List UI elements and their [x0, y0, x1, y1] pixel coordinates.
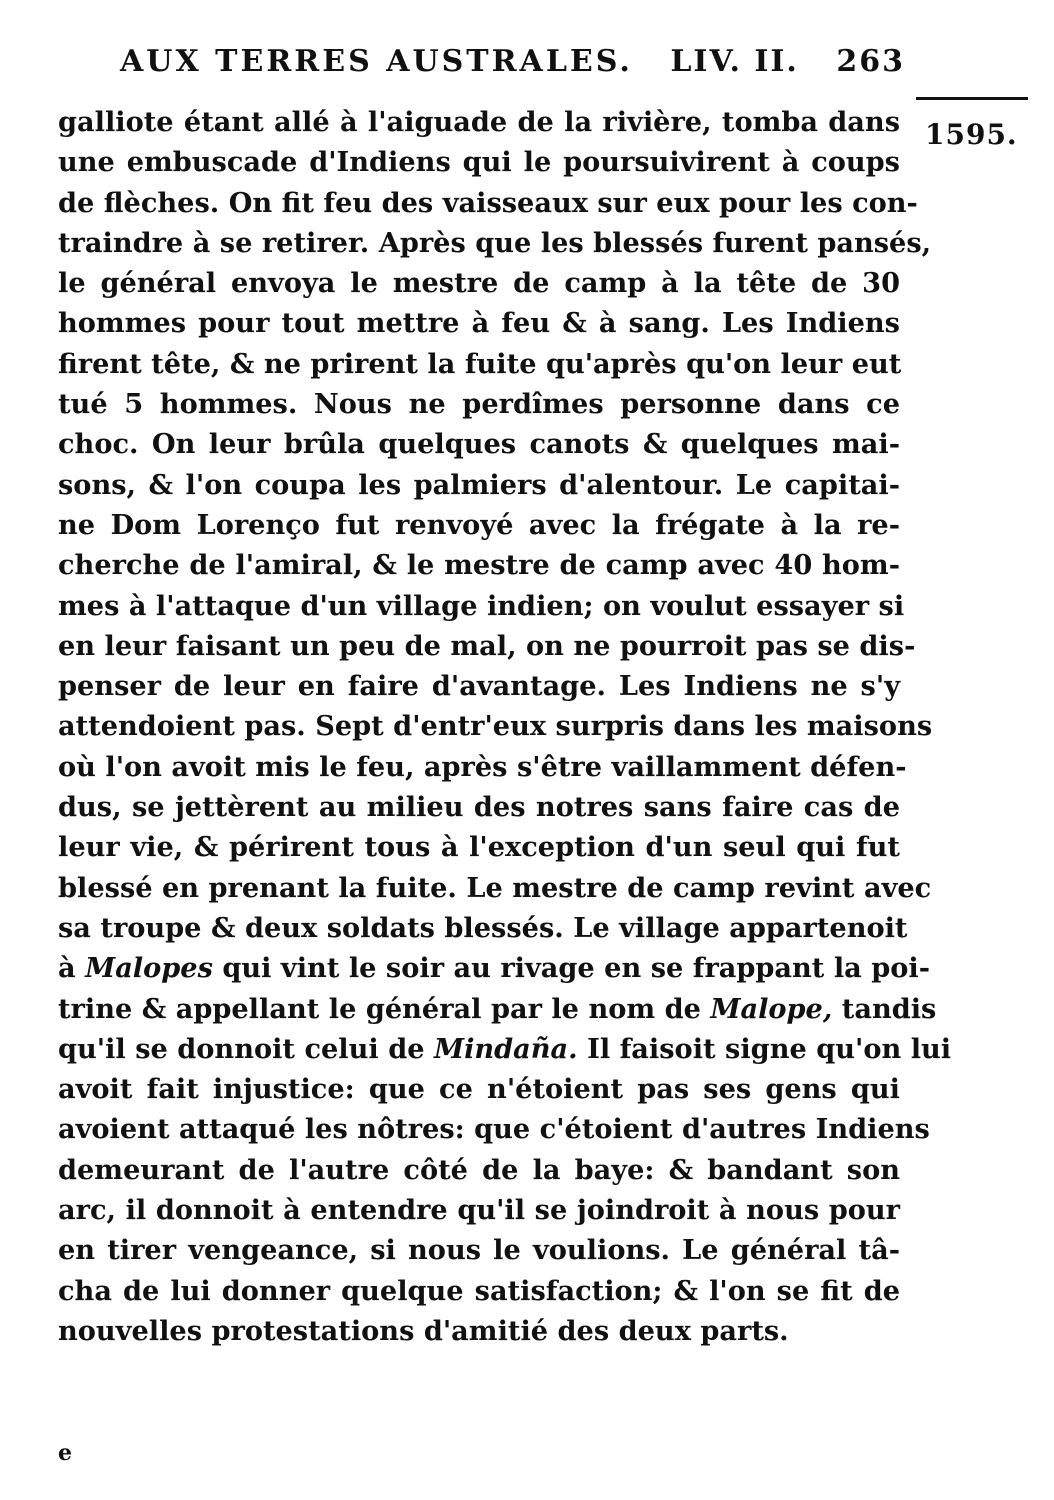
text-line: firent tête, & ne prirent la fuite qu'après qu'on leur eut [58, 347, 902, 380]
text-line: le général envoya le mestre de camp à la tête de 30 [58, 267, 900, 300]
text-line: sa troupe & deux soldats blessés. Le village appartenoit [58, 911, 908, 944]
line-segment: qui vint le soir au rivage en se frappant la poi- [212, 952, 931, 985]
text-line: avoit fait injustice: que ce n'étoient pas ses gens qui [58, 1073, 900, 1106]
line-segment: tandis [832, 992, 937, 1025]
text-line: demeurant de l'autre côté de la baye: & bandant son [58, 1153, 900, 1186]
text-line: une embuscade d'Indiens qui le poursuivirent à coups [58, 146, 900, 179]
page-number: 263 [836, 44, 905, 79]
text-line: mes à l'attaque d'un village indien; on voulut essayer si [58, 589, 905, 622]
line-segment: Il faisoit signe qu'on lui [577, 1032, 952, 1065]
text-line: choc. On leur brûla quelques canots & quelques mai- [58, 428, 900, 461]
running-head [120, 42, 905, 82]
text-line: tué 5 hommes. Nous ne perdîmes personne dans ce [58, 388, 900, 421]
text-line: traindre à se retirer. Après que les blessés furent pansés, [58, 226, 932, 259]
text-line: en leur faisant un peu de mal, on ne pourroit pas se dis- [58, 629, 916, 662]
text-line: sons, & l'on coupa les palmiers d'alentour. Le capitai- [58, 468, 900, 501]
text-line-with-italic [58, 948, 931, 988]
text-line: en tirer vengeance, si nous le voulions. Le général tâ- [58, 1234, 900, 1267]
text-line: dus, se jettèrent au milieu des notres sans faire cas de [58, 791, 900, 824]
line-segment: à [58, 952, 86, 985]
running-head-book: LIV. II. [670, 44, 799, 79]
text-line: penser de leur en faire d'avantage. Les Indiens ne s'y [58, 670, 900, 703]
text-line-with-italic [58, 989, 937, 1029]
italic-name: Malope, [710, 992, 833, 1025]
text-line: attendoient pas. Sept d'entr'eux surpris dans les maisons [58, 710, 933, 743]
margin-year: 1595. [925, 118, 1018, 151]
text-line: arc, il donnoit à entendre qu'il se joindroit à nous pour [58, 1194, 900, 1227]
running-head-title: AUX TERRES AUSTRALES. [120, 44, 633, 79]
text-line: ne Dom Lorenço fut renvoyé avec la frégate à la re- [58, 508, 900, 541]
stray-mark: e [58, 1440, 72, 1466]
text-line: leur vie, & périrent tous à l'exception d'un seul qui fut [58, 831, 900, 864]
text-line: blessé en prenant la fuite. Le mestre de camp revint avec [58, 871, 932, 904]
line-segment: qu'il se donnoit celui de [58, 1032, 434, 1065]
text-line-with-italic [58, 1029, 952, 1069]
text-line: galliote étant allé à l'aiguade de la rivière, tomba dans [58, 106, 900, 138]
italic-name: Malopes [85, 952, 213, 985]
text-line: hommes pour tout mettre à feu & à sang. Les Indiens [58, 307, 900, 340]
text-line: de flèches. On fit feu des vaisseaux sur eux pour les con- [58, 186, 918, 219]
last-text-line: nouvelles protestations d'amitié des deux parts. [58, 1314, 789, 1347]
text-line: avoient attaqué les nôtres: que c'étoient d'autres Indiens [58, 1113, 930, 1146]
margin-rule [916, 97, 1028, 100]
line-segment: trine & appellant le général par le nom de [58, 992, 711, 1025]
italic-name: Mindaña. [433, 1032, 578, 1065]
text-line: où l'on avoit mis le feu, après s'être vaillamment défen- [58, 750, 907, 783]
body-text [58, 102, 952, 1351]
text-line: cherche de l'amiral, & le mestre de camp avec 40 hom- [58, 549, 900, 582]
text-line: cha de lui donner quelque satisfaction; & l'on se fit de [58, 1274, 900, 1307]
